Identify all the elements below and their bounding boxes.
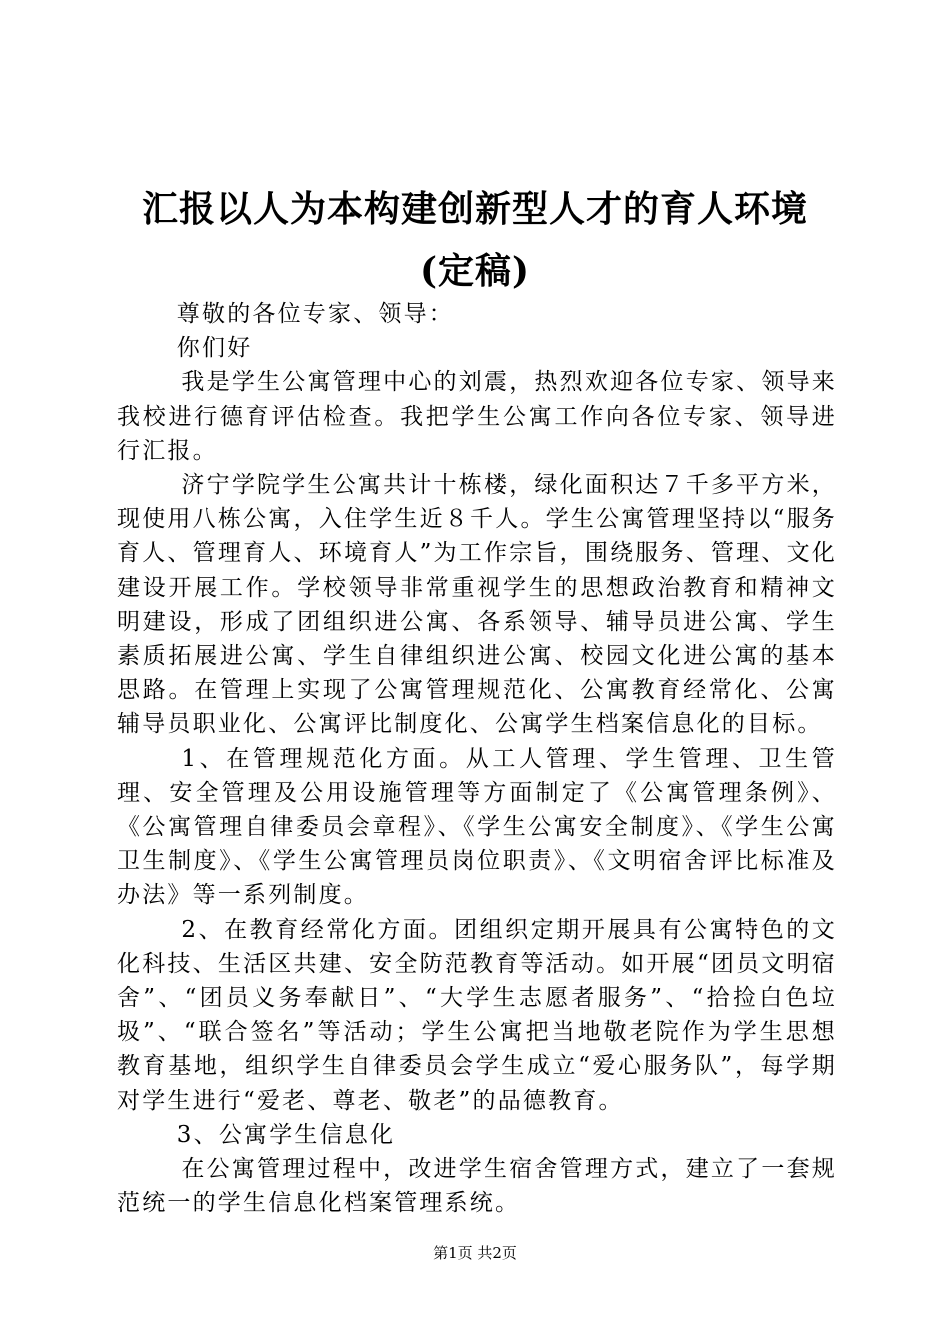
overview-paragraph: 济宁学院学生公寓共计十栋楼，绿化面积达７千多平方米，现使用八栋公寓，入住学生近８千人。学生公寓管理坚持以“服务育人、管理育人、环境育人”为工作宗旨，围绕服务、管理、文化建设开展工作。学校领导非常重视学生的思想政治教育和精神文明建设，形成了团组织进公寓、各系领导、辅导员进公寓、学生素质拓展进公寓、学生自律组织进公寓、校园文化进公寓的基本思路。在管理上实现了公寓管理规范化、公寓教育经常化、公寓辅导员职业化、公寓评比制度化、公寓学生档案信息化的目标。 xyxy=(117,472,837,738)
section-3-heading: 3、公寓学生信息化 xyxy=(176,1121,396,1148)
salutation: 尊敬的各位专家、领导： xyxy=(176,301,454,327)
greeting: 你们好 xyxy=(176,335,253,362)
document-body xyxy=(117,297,837,1220)
section-1-paragraph: 1、在管理规范化方面。从工人管理、学生管理、卫生管理、安全管理及公用设施管理等方面制定了《公寓管理条例》、《公寓管理自律委员会章程》、《学生公寓安全制度》、《学生公寓卫生制度》、《学生公寓管理员岗位职责》、《文明宿舍评比标准及办法》等一系列制度。 xyxy=(117,745,837,909)
page-footer: 第1页 共2页 xyxy=(433,1244,517,1262)
document-title: 汇报以人为本构建创新型人才的育人环境(定稿) xyxy=(141,188,808,292)
section-3-paragraph: 在公寓管理过程中，改进学生宿舍管理方式，建立了一套规范统一的学生信息化档案管理系统。 xyxy=(117,1156,837,1217)
section-2-paragraph: 2、在教育经常化方面。团组织定期开展具有公寓特色的文化科技、生活区共建、安全防范教育等活动。如开展“团员文明宿舍”、“团员义务奉献日”、“大学生志愿者服务”、“拾捡白色垃圾”、“联合签名”等活动；学生公寓把当地敬老院作为学生思想教育基地，组织学生自律委员会学生成立“爱心服务队”，每学期对学生进行“爱老、尊老、敬老”的品德教育。 xyxy=(117,916,837,1114)
intro-paragraph: 我是学生公寓管理中心的刘震，热烈欢迎各位专家、领导来我校进行德育评估检查。我把学生公寓工作向各位专家、领导进行汇报。 xyxy=(117,369,837,464)
